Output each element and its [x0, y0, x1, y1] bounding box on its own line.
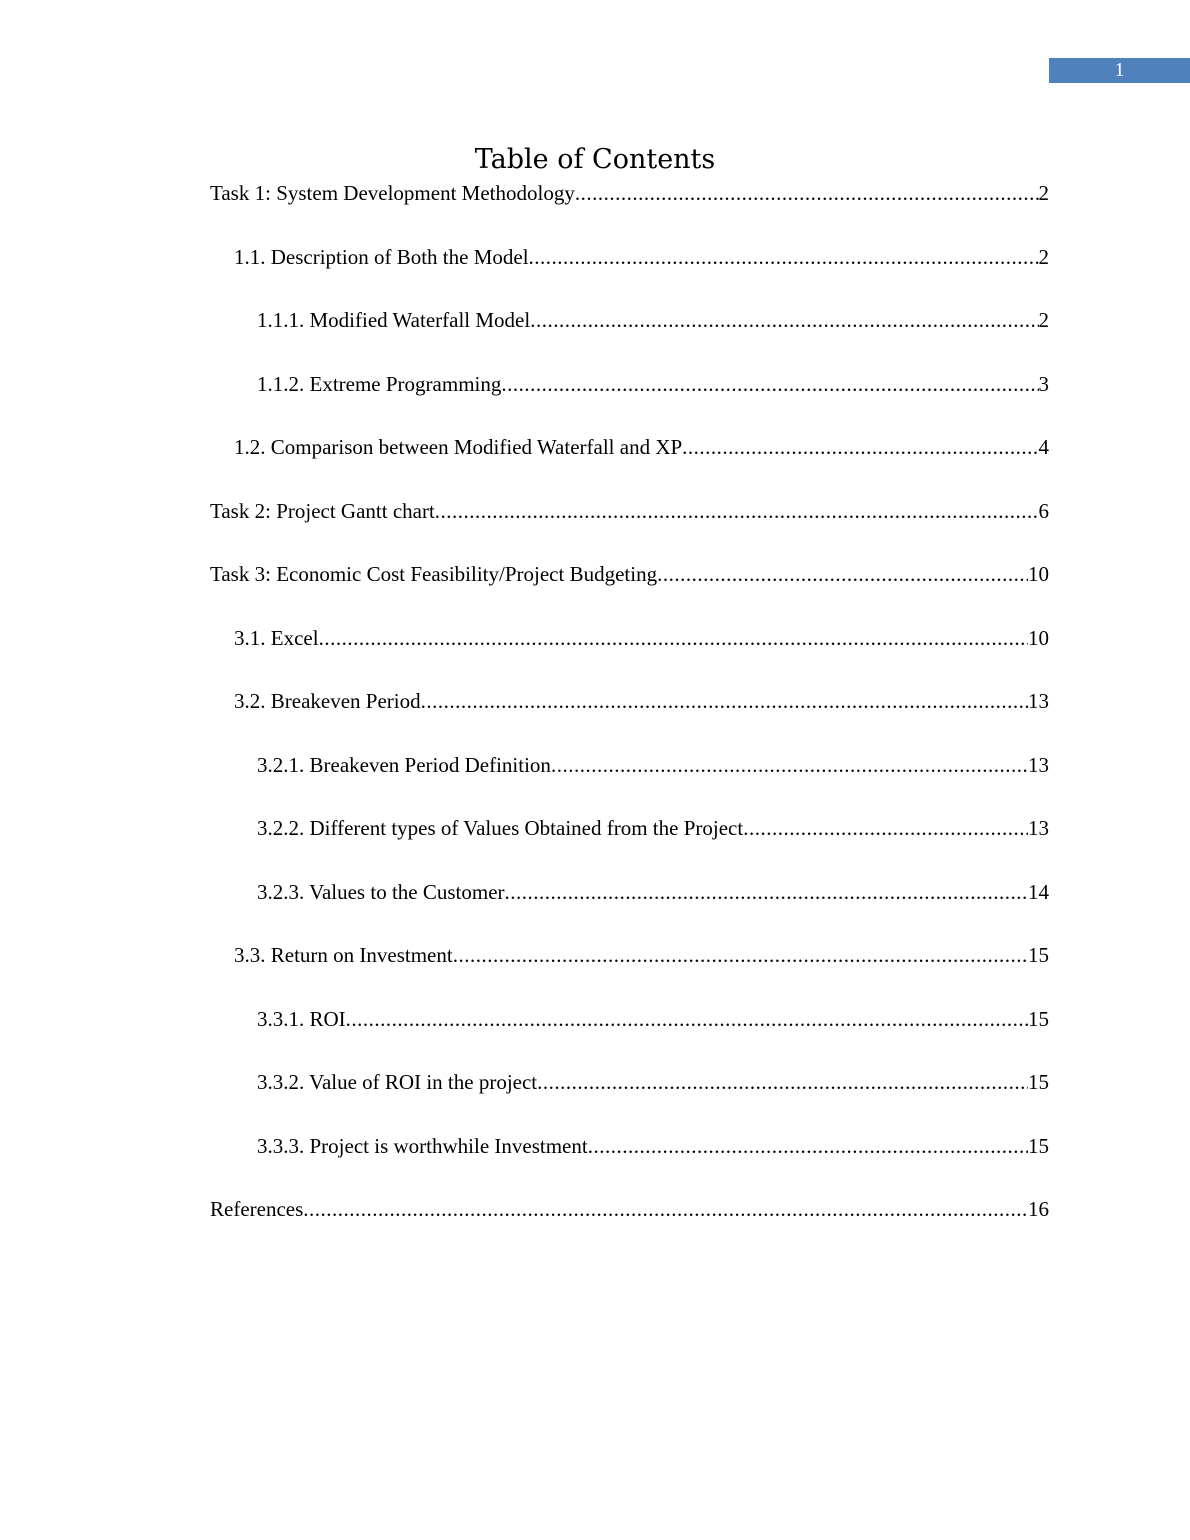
toc-entry-page: 3 — [1039, 369, 1050, 399]
toc-entry[interactable] — [210, 750, 1049, 814]
toc-entry-label: 3.3.3. Project is worthwhile Investment — [257, 1131, 588, 1161]
toc-entry-label: 1.1.2. Extreme Programming — [257, 369, 501, 399]
toc-leader — [501, 369, 1038, 399]
toc-entry-label: 3.1. Excel — [234, 623, 319, 653]
toc-leader — [529, 242, 1039, 272]
toc-entry-label: 1.1. Description of Both the Model — [234, 242, 529, 272]
toc-entry-label: References — [210, 1194, 303, 1224]
toc-entry-page: 14 — [1028, 877, 1049, 907]
toc-entry-label: Task 1: System Development Methodology — [210, 178, 575, 208]
toc-entry[interactable] — [210, 877, 1049, 941]
toc-leader — [682, 432, 1038, 462]
toc-leader — [505, 877, 1028, 907]
toc-entry-page: 10 — [1028, 623, 1049, 653]
toc-leader — [537, 1067, 1028, 1097]
toc-entry-label: 1.2. Comparison between Modified Waterfall and XP — [234, 432, 682, 462]
toc-entry-page: 13 — [1028, 750, 1049, 780]
toc-leader — [657, 559, 1028, 589]
toc-entry[interactable] — [210, 369, 1049, 433]
toc-entry-page: 15 — [1028, 940, 1049, 970]
toc-entry-page: 2 — [1039, 178, 1050, 208]
toc-entry-label: 3.3. Return on Investment — [234, 940, 453, 970]
toc-leader — [453, 940, 1028, 970]
toc-entry[interactable] — [210, 813, 1049, 877]
toc-entry[interactable] — [210, 1004, 1049, 1068]
toc-entry-page: 13 — [1028, 686, 1049, 716]
toc-entry[interactable] — [210, 1194, 1049, 1258]
toc-entry[interactable] — [210, 686, 1049, 750]
toc-entry[interactable] — [210, 305, 1049, 369]
toc-entry[interactable] — [210, 559, 1049, 623]
toc-entry-label: 3.3.2. Value of ROI in the project — [257, 1067, 537, 1097]
toc-leader — [575, 178, 1039, 208]
toc-leader — [743, 813, 1028, 843]
toc-leader — [551, 750, 1028, 780]
toc-entry-page: 10 — [1028, 559, 1049, 589]
toc-entry-label: 1.1.1. Modified Waterfall Model — [257, 305, 530, 335]
toc-entry[interactable] — [210, 1131, 1049, 1195]
toc-entry[interactable] — [210, 242, 1049, 306]
page-number-badge: 1 — [1049, 58, 1190, 83]
toc-leader — [421, 686, 1028, 716]
toc-entry-page: 15 — [1028, 1004, 1049, 1034]
toc-entry-page: 15 — [1028, 1131, 1049, 1161]
toc-entry-label: 3.2.2. Different types of Values Obtained from the Project — [257, 813, 743, 843]
toc-entry-label: 3.2. Breakeven Period — [234, 686, 421, 716]
toc-entry-page: 16 — [1028, 1194, 1049, 1224]
toc-leader — [303, 1194, 1028, 1224]
toc-entry[interactable] — [210, 496, 1049, 560]
toc-leader — [435, 496, 1039, 526]
toc-entry[interactable] — [210, 432, 1049, 496]
toc-title: Table of Contents — [474, 144, 716, 175]
toc-entry[interactable] — [210, 940, 1049, 1004]
toc-entry[interactable] — [210, 178, 1049, 242]
toc-entry-label: 3.3.1. ROI — [257, 1004, 346, 1034]
toc-leader — [530, 305, 1038, 335]
table-of-contents — [210, 178, 1049, 1258]
toc-entry-label: Task 3: Economic Cost Feasibility/Project Budgeting — [210, 559, 657, 589]
toc-entry-label: 3.2.1. Breakeven Period Definition — [257, 750, 551, 780]
toc-leader — [319, 623, 1028, 653]
toc-entry-label: 3.2.3. Values to the Customer — [257, 877, 505, 907]
toc-entry-label: Task 2: Project Gantt chart — [210, 496, 435, 526]
toc-entry[interactable] — [210, 1067, 1049, 1131]
toc-entry-page: 6 — [1039, 496, 1050, 526]
toc-entry-page: 2 — [1039, 242, 1050, 272]
toc-entry-page: 4 — [1039, 432, 1050, 462]
toc-entry[interactable] — [210, 623, 1049, 687]
toc-entry-page: 15 — [1028, 1067, 1049, 1097]
toc-leader — [346, 1004, 1028, 1034]
toc-entry-page: 2 — [1039, 305, 1050, 335]
toc-leader — [588, 1131, 1028, 1161]
toc-entry-page: 13 — [1028, 813, 1049, 843]
